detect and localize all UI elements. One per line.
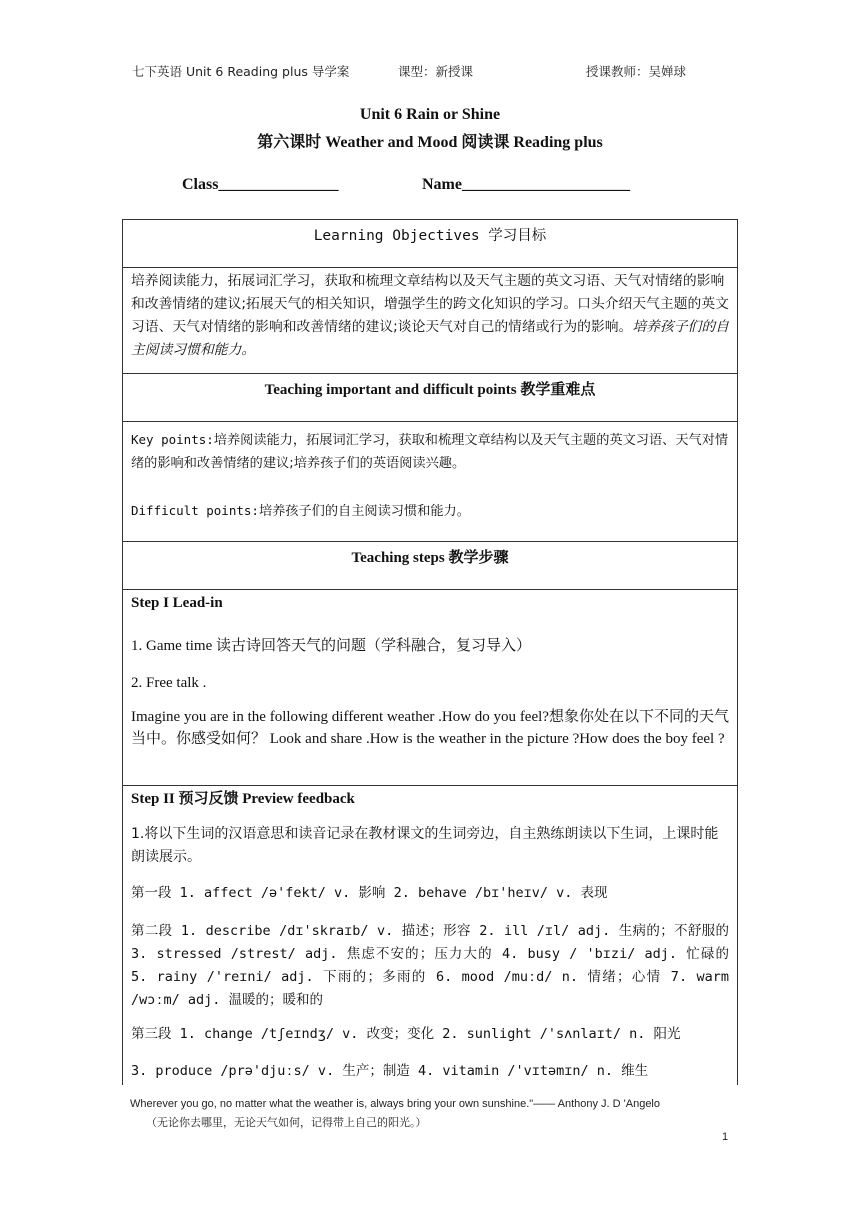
key-points-label: Key points: xyxy=(131,432,214,447)
step2-para1: 第一段 1. affect /ə'fekt/ v. 影响 2. behave /bɪ'heɪv/ v. 表现 xyxy=(131,885,608,901)
objectives-heading-cell xyxy=(123,220,737,268)
student-info xyxy=(182,176,630,194)
keypoints-heading: Teaching important and difficult points 教学重难点 xyxy=(264,382,596,398)
step2-para4: 3. produce /prə'djuːs/ v. 生产；制造 4. vitamin /'vɪtəmɪn/ n. 维生 xyxy=(131,1063,649,1079)
step1-item3: Imagine you are in the following different weather .How do you feel?想象你处在以下不同的天气当中。你感受如何？ Look and share .How is the weather in the picture ?How does the boy feel ? xyxy=(131,709,729,747)
difficult-points-body: 培养孩子们的自主阅读习惯和能力。 xyxy=(258,504,470,519)
header-teacher: 授课教师：吴婵球 xyxy=(586,64,687,79)
step2-para2: 第二段 1. describe /dɪ'skraɪb/ v. 描述；形容 2. ill /ɪl/ adj. 生病的；不舒服的 3. stressed /strest/ adj. 焦虑不安的；压力大的 4. busy / 'bɪzi/ adj. 忙碌的 5. rainy /'reɪni/ adj. 下雨的；多雨的 6. mood /muːd/ n. 情绪；心情 7. warm /wɔːm/ adj. 温暖的；暖和的 xyxy=(131,923,729,1008)
steps-heading: Teaching steps 教学步骤 xyxy=(351,550,509,566)
key-points-body: 培养阅读能力，拓展词汇学习，获取和梳理文章结构以及天气主题的英文习语、天气对情绪的影响和改善情绪的建议;培养孩子们的英语阅读兴趣。 xyxy=(131,433,729,471)
step2-intro: 1.将以下生词的汉语意思和读音记录在教材课文的生词旁边，自主熟练朗读以下生词，上课时能朗读展示。 xyxy=(131,826,719,865)
footer-quote: Wherever you go, no matter what the weather is, always bring your own sunshine."—— Anthony J. D 'Angelo xyxy=(130,1098,660,1110)
step1-title: Step I Lead-in xyxy=(131,595,223,611)
header-lesson-type: 课型：新授课 xyxy=(398,64,474,79)
step1-item1: 1. Game time 读古诗回答天气的问题（学科融合，复习导入） xyxy=(131,638,531,654)
steps-heading-cell xyxy=(123,542,737,590)
name-field[interactable]: Name_____________________ xyxy=(422,176,630,193)
difficult-points-label: Difficult points: xyxy=(131,503,259,518)
step2-title: Step II 预习反馈 Preview feedback xyxy=(131,791,355,807)
keypoints-heading-cell xyxy=(123,374,737,422)
step2-para3: 第三段 1. change /tʃeɪndʒ/ v. 改变；变化 2. sunlight /'sʌnlaɪt/ n. 阳光 xyxy=(131,1026,681,1042)
key-points-text xyxy=(131,428,729,475)
objectives-text-italic: 培养孩子们的自主阅读习惯和能力。 xyxy=(131,319,729,358)
step1-item2: 2. Free talk . xyxy=(131,675,207,691)
header-course: 七下英语 Unit 6 Reading plus 导学案 xyxy=(132,64,350,79)
unit-title: Unit 6 Rain or Shine xyxy=(359,106,501,123)
page-number: 1 xyxy=(722,1131,729,1143)
class-field[interactable]: Class_______________ xyxy=(182,176,339,193)
step2-cell xyxy=(123,786,737,1085)
difficult-points-text xyxy=(131,499,729,523)
objectives-text xyxy=(131,270,729,362)
keypoints-body-cell xyxy=(123,422,737,542)
objectives-text-normal: 培养阅读能力，拓展词汇学习，获取和梳理文章结构以及天气主题的英文习语、天气对情绪的影响和改善情绪的建议;拓展天气的相关知识，增强学生的跨文化知识的学习。口头介绍天气主题的英文习语、天气对情绪的影响和改善情绪的建议;谈论天气对自己的情绪或行为的影响。 xyxy=(131,273,729,335)
objectives-body-cell xyxy=(123,268,737,374)
lesson-table xyxy=(122,219,738,1085)
objectives-heading: Learning Objectives 学习目标 xyxy=(313,228,547,244)
footer-quote-translation: （无论你去哪里，无论天气如何，记得带上自己的阳光。） xyxy=(146,1116,427,1129)
lesson-title: 第六课时 Weather and Mood 阅读课 Reading plus xyxy=(257,134,603,151)
step1-cell xyxy=(123,590,737,786)
